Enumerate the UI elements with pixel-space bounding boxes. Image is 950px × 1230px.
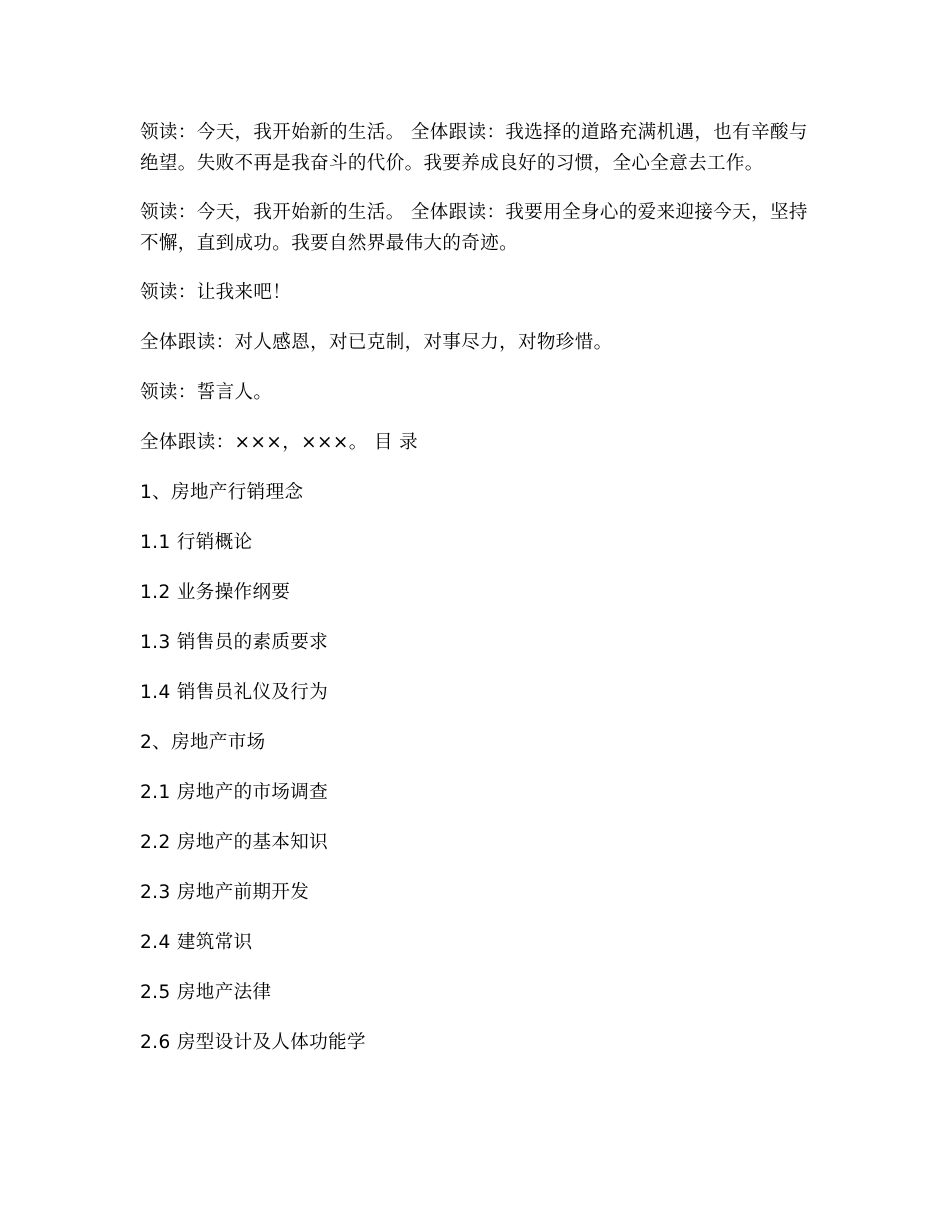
toc-entry: 1、房地产行销理念: [140, 482, 304, 503]
toc-entry: 1.1 行销概论: [140, 532, 253, 553]
toc-entry: 2、房地产市场: [140, 732, 266, 753]
toc-entry: 2.6 房型设计及人体功能学: [140, 1032, 366, 1053]
toc-entry: 2.2 房地产的基本知识: [140, 832, 329, 853]
toc-entry: 2.5 房地产法律: [140, 982, 272, 1003]
toc-entry: 2.4 建筑常识: [140, 932, 253, 953]
paragraph-lead-3: 领读：让我来吧！: [140, 282, 292, 303]
toc-entry: 2.3 房地产前期开发: [140, 882, 310, 903]
document-page: [140, 117, 815, 1058]
paragraph-follow-4: 全体跟读：对人感恩，对已克制，对事尽力，对物珍惜。: [140, 332, 613, 353]
toc-entry: 2.1 房地产的市场调查: [140, 782, 329, 803]
toc-entry: 1.4 销售员礼仪及行为: [140, 682, 329, 703]
toc-entry: 1.3 销售员的素质要求: [140, 632, 329, 653]
paragraph-oath-1: 领读：今天，我开始新的生活。 全体跟读：我选择的道路充满机遇，也有辛酸与绝望。失败不再是我奋斗的代价。我要养成良好的习惯，全心全意去工作。: [140, 122, 808, 174]
paragraph-oath-2: 领读：今天，我开始新的生活。 全体跟读：我要用全身心的爱来迎接今天，坚持不懈，直到成功。我要自然界最伟大的奇迹。: [140, 202, 808, 254]
paragraph-follow-6: 全体跟读：×××，×××。 目 录: [140, 432, 419, 453]
toc-entry: 1.2 业务操作纲要: [140, 582, 291, 603]
paragraph-lead-5: 领读：誓言人。: [140, 382, 273, 403]
